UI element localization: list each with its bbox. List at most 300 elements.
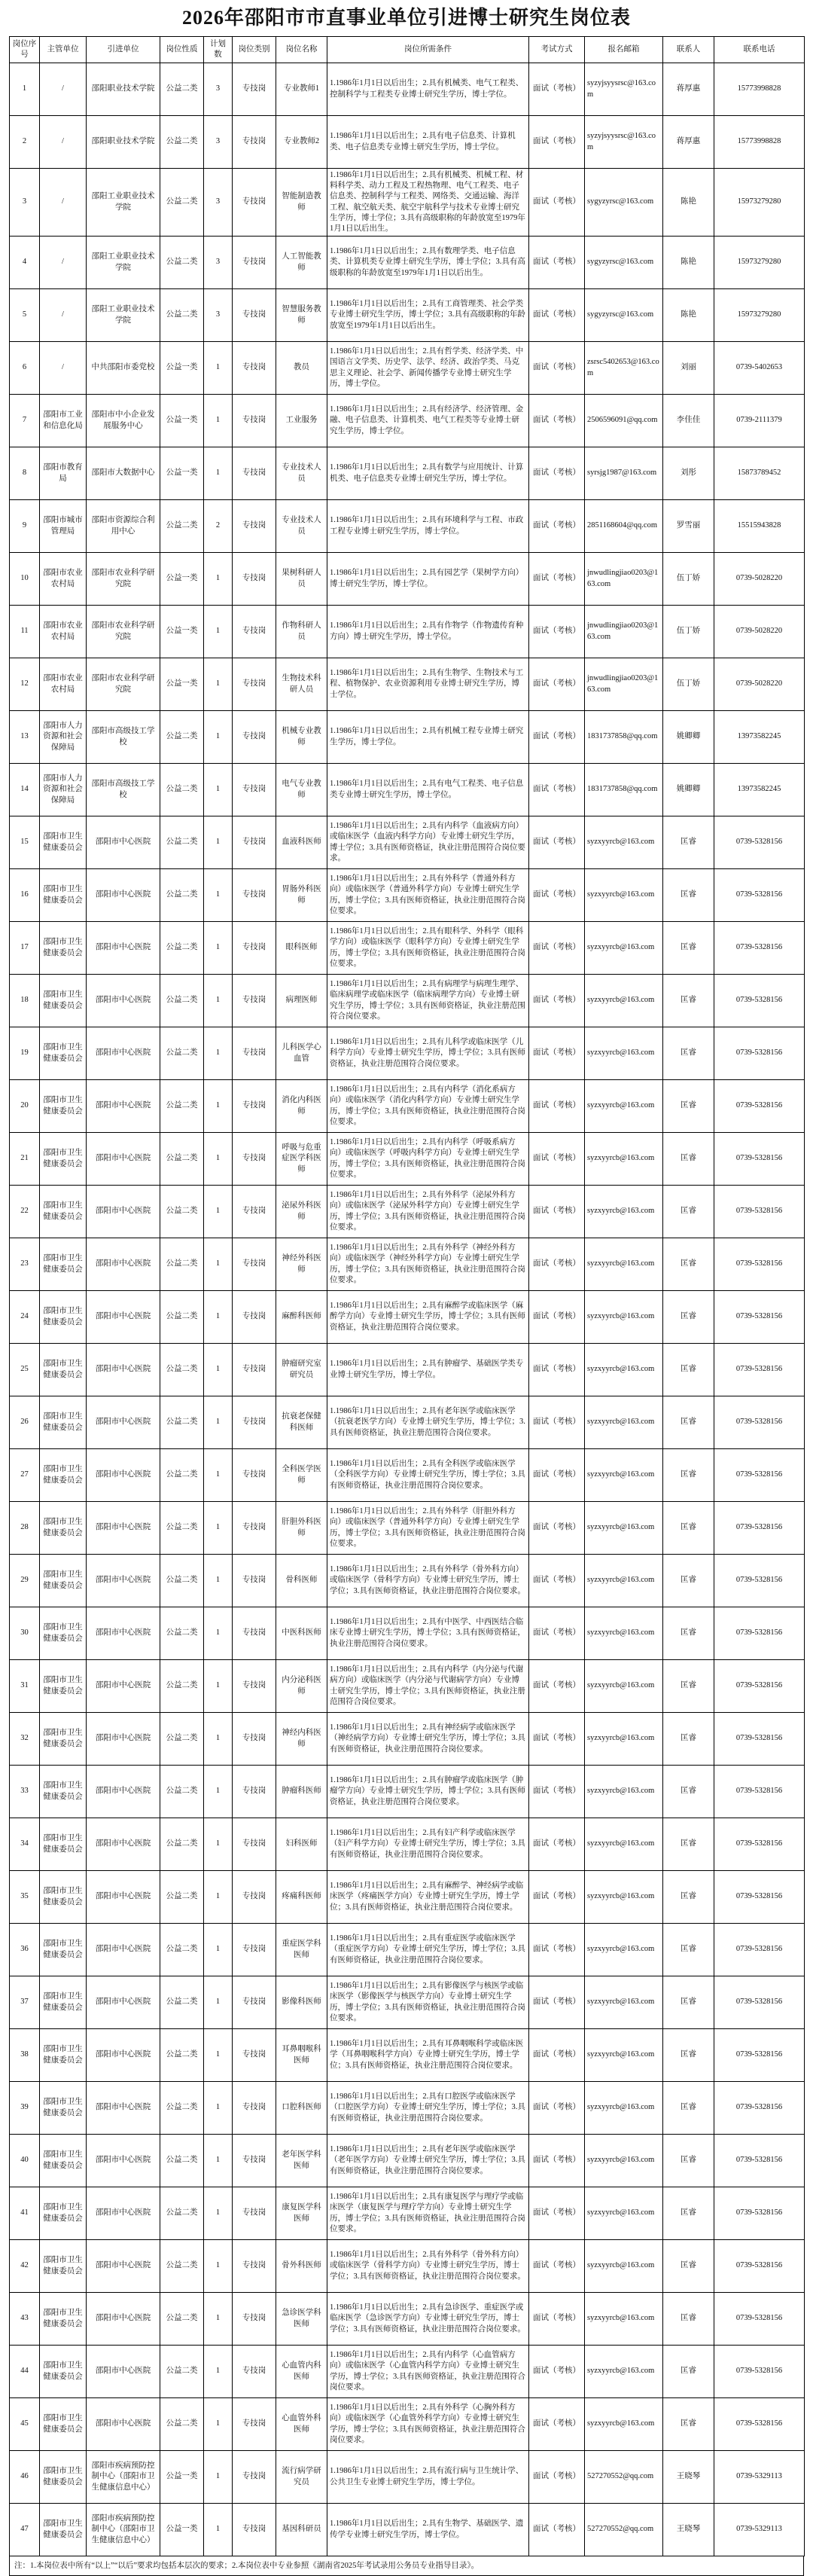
contact-person: 蒋厚惠 [663,63,714,116]
post-name: 流行病学研究员 [276,2451,327,2504]
contact-person: 匡睿 [663,1660,714,1713]
post-requirements: 1.1986年1月1日以后出生；2.具有机械工程专业博士研究生学历，博士学位。 [327,711,529,764]
row-number: 20 [10,1080,40,1133]
contact-phone: 13973582245 [714,764,805,816]
post-category: 专技岗 [233,1449,276,1502]
post-requirements: 1.1986年1月1日以后出生；2.具有中医学、中西医结合临床专业博士研究生学历，博士学位；3.具有医师资格证，执业注册范围符合岗位要求。 [327,1607,529,1660]
row-number: 26 [10,1396,40,1449]
planned-count: 1 [204,342,233,395]
contact-phone: 15773998828 [714,116,805,169]
signup-email: syrsjg1987@163.com [585,447,663,500]
post-requirements: 1.1986年1月1日以后出生；2.具有数学与应用统计、计算机类、电子信息类专业博士研究生学历，博士学位。 [327,447,529,500]
post-nature: 公益二类 [160,500,204,553]
table-row [10,447,805,500]
post-requirements: 1.1986年1月1日以后出生；2.具有经济学、经济管理、金融、电子信息类、计算机类、电气工程类等专业博士研究生学历，博士学位。 [327,395,529,447]
post-requirements: 1.1986年1月1日以后出生；2.具有麻醉学、神经病学或临床医学（疼痛医学方向）专业博士研究生学历，博士学位；3.具有医师资格证，执业注册范围符合岗位要求。 [327,1871,529,1924]
signup-email: syzxyyrcb@163.com [585,2135,663,2187]
planned-count: 1 [204,606,233,658]
planned-count: 1 [204,1133,233,1186]
exam-method: 面试（考核） [529,606,585,658]
post-nature: 公益二类 [160,1186,204,1238]
post-requirements: 1.1986年1月1日以后出生；2.具有耳鼻咽喉科学或临床医学（耳鼻咽喉科学方向）专业博士研究生学历，博士学位；3.具有医师资格证，执业注册范围符合岗位要求。 [327,2029,529,2082]
signup-email: sygyzyrsc@163.com [585,289,663,342]
row-number: 46 [10,2451,40,2504]
post-name: 肿瘤研究室研究员 [276,1344,327,1396]
post-requirements: 1.1986年1月1日以后出生；2.具有数理学类、电子信息类、计算机类专业博士研究生学历，博士学位；3.具有高级职称的年龄放宽至1979年1月1日以后出生。 [327,237,529,289]
post-category: 专技岗 [233,1344,276,1396]
supervising-dept: 邵阳市卫生健康委员会 [40,2240,87,2293]
hiring-unit: 邵阳市农业科学研究院 [87,606,160,658]
row-number: 19 [10,1027,40,1080]
contact-phone: 0739-5328156 [714,1713,805,1766]
exam-method: 面试（考核） [529,658,585,711]
post-name: 电气专业教师 [276,764,327,816]
table-row [10,1555,805,1607]
contact-person: 匡睿 [663,1027,714,1080]
hiring-unit: 邵阳市中心医院 [87,1607,160,1660]
post-category: 专技岗 [233,1871,276,1924]
exam-method: 面试（考核） [529,1291,585,1344]
post-requirements: 1.1986年1月1日以后出生；2.具有病理学与病理生理学、临床病理学或临床医学（临床病理学方向）专业博士研究生学历，博士学位；3.具有医师资格证，执业注册范围符合岗位要求。 [327,975,529,1027]
contact-phone: 0739-5328156 [714,1502,805,1555]
post-name: 智能制造教师 [276,169,327,237]
column-header: 岗位名称 [276,37,327,63]
table-row [10,658,805,711]
supervising-dept: 邵阳市卫生健康委员会 [40,2293,87,2346]
hiring-unit: 邵阳工业职业技术学院 [87,289,160,342]
row-number: 15 [10,816,40,869]
signup-email: syzxyyrcb@163.com [585,2029,663,2082]
signup-email: syzxyyrcb@163.com [585,2240,663,2293]
table-row [10,2346,805,2398]
table-row [10,869,805,922]
signup-email: syzxyyrcb@163.com [585,1080,663,1133]
row-number: 11 [10,606,40,658]
planned-count: 1 [204,1871,233,1924]
contact-phone: 0739-5328156 [714,2187,805,2240]
post-category: 专技岗 [233,289,276,342]
post-name: 麻醉科医师 [276,1291,327,1344]
post-category: 专技岗 [233,658,276,711]
post-name: 肝胆外科医师 [276,1502,327,1555]
post-requirements: 1.1986年1月1日以后出生；2.具有作物学（作物遗传育种方向）博士研究生学历，博士学位。 [327,606,529,658]
signup-email: 2506596091@qq.com [585,395,663,447]
exam-method: 面试（考核） [529,116,585,169]
supervising-dept: 邵阳市卫生健康委员会 [40,1027,87,1080]
table-row [10,1660,805,1713]
contact-person: 匡睿 [663,2082,714,2135]
post-name: 耳鼻咽喉科医师 [276,2029,327,2082]
exam-method: 面试（考核） [529,816,585,869]
post-nature: 公益二类 [160,169,204,237]
exam-method: 面试（考核） [529,922,585,975]
contact-phone: 15773998828 [714,63,805,116]
exam-method: 面试（考核） [529,1924,585,1976]
table-row [10,1291,805,1344]
contact-person: 匡睿 [663,1080,714,1133]
hiring-unit: 邵阳市中心医院 [87,1396,160,1449]
post-name: 老年医学科医师 [276,2135,327,2187]
post-category: 专技岗 [233,869,276,922]
supervising-dept: 邵阳市卫生健康委员会 [40,1238,87,1291]
supervising-dept: 邵阳市人力资源和社会保障局 [40,764,87,816]
signup-email: syzxyyrcb@163.com [585,1924,663,1976]
exam-method: 面试（考核） [529,500,585,553]
supervising-dept: 邵阳市农业农村局 [40,658,87,711]
planned-count: 1 [204,922,233,975]
exam-method: 面试（考核） [529,395,585,447]
contact-person: 李佳佳 [663,395,714,447]
post-nature: 公益二类 [160,2398,204,2451]
post-category: 专技岗 [233,553,276,606]
post-category: 专技岗 [233,2504,276,2556]
post-category: 专技岗 [233,1080,276,1133]
supervising-dept: 邵阳市卫生健康委员会 [40,1818,87,1871]
post-nature: 公益二类 [160,1713,204,1766]
table-row [10,975,805,1027]
post-nature: 公益二类 [160,2187,204,2240]
planned-count: 1 [204,1344,233,1396]
contact-person: 匡睿 [663,1238,714,1291]
row-number: 34 [10,1818,40,1871]
post-category: 专技岗 [233,1976,276,2029]
post-category: 专技岗 [233,711,276,764]
contact-phone: 0739-5328156 [714,1924,805,1976]
planned-count: 1 [204,1660,233,1713]
planned-count: 2 [204,500,233,553]
contact-person: 蒋厚惠 [663,116,714,169]
table-row [10,500,805,553]
contact-phone: 0739-5328156 [714,1186,805,1238]
exam-method: 面试（考核） [529,2029,585,2082]
contact-phone: 0739-5328156 [714,2135,805,2187]
post-requirements: 1.1986年1月1日以后出生；2.具有肿瘤学或临床医学（肿瘤学方向）专业博士研究生学历，博士学位；3.具有医师资格证，执业注册范围符合岗位要求。 [327,1766,529,1818]
row-number: 23 [10,1238,40,1291]
column-header: 岗位类别 [233,37,276,63]
table-row [10,1027,805,1080]
contact-phone: 0739-5328156 [714,1291,805,1344]
post-name: 内分泌科医师 [276,1660,327,1713]
post-requirements: 1.1986年1月1日以后出生；2.具有儿科学或临床医学（儿科学方向）专业博士研究生学历，博士学位；3.具有医师资格证，执业注册范围符合岗位要求。 [327,1027,529,1080]
table-row [10,764,805,816]
planned-count: 3 [204,63,233,116]
post-category: 专技岗 [233,1660,276,1713]
row-number: 40 [10,2135,40,2187]
signup-email: zsrsc5402653@163.com [585,342,663,395]
row-number: 32 [10,1713,40,1766]
exam-method: 面试（考核） [529,1818,585,1871]
contact-person: 匡睿 [663,1133,714,1186]
column-header: 主管单位 [40,37,87,63]
exam-method: 面试（考核） [529,553,585,606]
contact-phone: 15973279280 [714,237,805,289]
post-requirements: 1.1986年1月1日以后出生；2.具有麻醉学或临床医学（麻醉学方向）专业博士研究生学历，博士学位；3.具有医师资格证，执业注册范围符合岗位要求。 [327,1291,529,1344]
post-name: 病理医师 [276,975,327,1027]
table-row [10,1871,805,1924]
row-number: 43 [10,2293,40,2346]
row-number: 39 [10,2082,40,2135]
post-name: 生物技术科研人员 [276,658,327,711]
post-category: 专技岗 [233,1133,276,1186]
planned-count: 1 [204,1555,233,1607]
post-requirements: 1.1986年1月1日以后出生；2.具有哲学类、经济学类、中国语言文学类、历史学、法学、经济、政治学类、马克思主义理论、社会学、新闻传播学专业博士研究生学历，博士学位。 [327,342,529,395]
row-number: 45 [10,2398,40,2451]
contact-phone: 0739-5328156 [714,1818,805,1871]
row-number: 29 [10,1555,40,1607]
planned-count: 1 [204,2451,233,2504]
exam-method: 面试（考核） [529,447,585,500]
signup-email: syzxyyrcb@163.com [585,922,663,975]
column-header: 计划数 [204,37,233,63]
signup-email: syzxyyrcb@163.com [585,1396,663,1449]
signup-email: sygyzyrsc@163.com [585,169,663,237]
contact-phone: 0739-5328156 [714,1976,805,2029]
row-number: 42 [10,2240,40,2293]
post-name: 专业教师2 [276,116,327,169]
post-name: 泌尿外科医师 [276,1186,327,1238]
post-name: 重症医学科医师 [276,1924,327,1976]
contact-phone: 0739-5328156 [714,1607,805,1660]
exam-method: 面试（考核） [529,2082,585,2135]
post-name: 血液科医师 [276,816,327,869]
row-number: 5 [10,289,40,342]
contact-person: 匡睿 [663,1344,714,1396]
signup-email: syzxyyrcb@163.com [585,1186,663,1238]
contact-person: 伍丁娇 [663,606,714,658]
planned-count: 1 [204,2240,233,2293]
planned-count: 1 [204,1449,233,1502]
signup-email: syzxyyrcb@163.com [585,1344,663,1396]
planned-count: 1 [204,1396,233,1449]
row-number: 17 [10,922,40,975]
post-category: 专技岗 [233,764,276,816]
row-number: 3 [10,169,40,237]
signup-email: syzxyyrcb@163.com [585,1449,663,1502]
row-number: 13 [10,711,40,764]
table-row [10,1976,805,2029]
hiring-unit: 邵阳市中心医院 [87,1502,160,1555]
exam-method: 面试（考核） [529,1607,585,1660]
supervising-dept: 邵阳市卫生健康委员会 [40,1502,87,1555]
exam-method: 面试（考核） [529,1871,585,1924]
post-nature: 公益二类 [160,63,204,116]
table-row [10,2293,805,2346]
exam-method: 面试（考核） [529,2240,585,2293]
exam-method: 面试（考核） [529,169,585,237]
supervising-dept: 邵阳市人力资源和社会保障局 [40,711,87,764]
contact-phone: 0739-5028220 [714,606,805,658]
hiring-unit: 邵阳市中心医院 [87,1291,160,1344]
post-nature: 公益二类 [160,2082,204,2135]
exam-method: 面试（考核） [529,711,585,764]
supervising-dept: 邵阳市卫生健康委员会 [40,1976,87,2029]
planned-count: 1 [204,764,233,816]
post-category: 专技岗 [233,1818,276,1871]
table-row [10,2240,805,2293]
post-name: 肿瘤科医师 [276,1766,327,1818]
post-category: 专技岗 [233,237,276,289]
post-name: 教员 [276,342,327,395]
contact-person: 匡睿 [663,869,714,922]
signup-email: syzxyyrcb@163.com [585,2346,663,2398]
post-nature: 公益一类 [160,553,204,606]
signup-email: syzxyyrcb@163.com [585,1871,663,1924]
hiring-unit: 邵阳市中心医院 [87,922,160,975]
contact-person: 匡睿 [663,1449,714,1502]
supervising-dept: 邵阳市卫生健康委员会 [40,975,87,1027]
exam-method: 面试（考核） [529,1396,585,1449]
planned-count: 1 [204,2082,233,2135]
contact-person: 刘丽 [663,342,714,395]
table-row [10,1818,805,1871]
contact-phone: 0739-5328156 [714,2240,805,2293]
post-requirements: 1.1986年1月1日以后出生；2.具有外科学（普通外科方向）或临床医学（普通外科学方向）专业博士研究生学历，博士学位；3.具有医师资格证，执业注册范围符合岗位要求。 [327,869,529,922]
table-row [10,1186,805,1238]
post-requirements: 1.1986年1月1日以后出生；2.具有外科学（骨外科方向）或临床医学（骨科学方向）专业博士研究生学历，博士学位；3.具有医师资格证，执业注册范围符合岗位要求。 [327,2240,529,2293]
table-header-row [10,37,805,63]
table-row [10,342,805,395]
supervising-dept: 邵阳市卫生健康委员会 [40,2082,87,2135]
exam-method: 面试（考核） [529,1713,585,1766]
post-name: 心血管内科医师 [276,2346,327,2398]
post-nature: 公益二类 [160,1027,204,1080]
post-nature: 公益一类 [160,2451,204,2504]
hiring-unit: 邵阳市中心医院 [87,1713,160,1766]
post-requirements: 1.1986年1月1日以后出生；2.具有电气工程类、电子信息类专业博士研究生学历，博士学位。 [327,764,529,816]
contact-phone: 0739-5402653 [714,342,805,395]
exam-method: 面试（考核） [529,2504,585,2556]
post-requirements: 1.1986年1月1日以后出生；2.具有外科学（泌尿外科方向）或临床医学（泌尿外科学方向）专业博士研究生学历，博士学位；3.具有医师资格证，执业注册范围符合岗位要求。 [327,1186,529,1238]
signup-email: syzxyyrcb@163.com [585,1607,663,1660]
supervising-dept: / [40,169,87,237]
signup-email: jnwudlingjiao0203@163.com [585,553,663,606]
post-requirements: 1.1986年1月1日以后出生；2.具有园艺学（果树学方向）博士研究生学历，博士学位。 [327,553,529,606]
post-category: 专技岗 [233,1027,276,1080]
table-row [10,2398,805,2451]
contact-phone: 0739-5328156 [714,1238,805,1291]
hiring-unit: 邵阳市资源综合利用中心 [87,500,160,553]
supervising-dept: 邵阳市卫生健康委员会 [40,2451,87,2504]
post-category: 专技岗 [233,1186,276,1238]
post-requirements: 1.1986年1月1日以后出生；2.具有生物学、基础医学、遗传学专业博士研究生学历，博士学位。 [327,2504,529,2556]
post-requirements: 1.1986年1月1日以后出生；2.具有影像医学与核医学或临床医学（影像医学与核医学方向）专业博士研究生学历，博士学位；3.具有医师资格证，执业注册范围符合岗位要求。 [327,1976,529,2029]
post-name: 心血管外科医师 [276,2398,327,2451]
signup-email: 1831737858@qq.com [585,711,663,764]
contact-person: 匡睿 [663,1607,714,1660]
supervising-dept: 邵阳市卫生健康委员会 [40,1186,87,1238]
contact-person: 匡睿 [663,2346,714,2398]
supervising-dept: 邵阳市卫生健康委员会 [40,1713,87,1766]
post-name: 骨外科医师 [276,2240,327,2293]
contact-person: 王晓琴 [663,2504,714,2556]
planned-count: 1 [204,1713,233,1766]
post-nature: 公益二类 [160,1976,204,2029]
post-name: 口腔科医师 [276,2082,327,2135]
table-row [10,1344,805,1396]
post-nature: 公益二类 [160,1344,204,1396]
row-number: 6 [10,342,40,395]
planned-count: 3 [204,289,233,342]
signup-email: syzyjsyysrsc@163.com [585,116,663,169]
post-nature: 公益二类 [160,975,204,1027]
post-name: 骨科医师 [276,1555,327,1607]
post-name: 智慧服务教师 [276,289,327,342]
signup-email: 527270552@qq.com [585,2451,663,2504]
table-row [10,606,805,658]
contact-person: 匡睿 [663,922,714,975]
planned-count: 1 [204,1818,233,1871]
contact-phone: 0739-5329113 [714,2451,805,2504]
planned-count: 1 [204,1186,233,1238]
post-category: 专技岗 [233,2346,276,2398]
signup-email: syzyjsyysrsc@163.com [585,63,663,116]
post-category: 专技岗 [233,1713,276,1766]
supervising-dept: / [40,116,87,169]
signup-email: syzxyyrcb@163.com [585,1713,663,1766]
table-row [10,2135,805,2187]
supervising-dept: 邵阳市卫生健康委员会 [40,1080,87,1133]
row-number: 14 [10,764,40,816]
planned-count: 1 [204,869,233,922]
supervising-dept: / [40,237,87,289]
table-row [10,553,805,606]
row-number: 41 [10,2187,40,2240]
contact-person: 王晓琴 [663,2451,714,2504]
post-nature: 公益二类 [160,1238,204,1291]
post-nature: 公益二类 [160,1871,204,1924]
table-row [10,816,805,869]
supervising-dept: 邵阳市卫生健康委员会 [40,2346,87,2398]
contact-phone: 0739-5028220 [714,658,805,711]
post-name: 果树科研人员 [276,553,327,606]
contact-phone: 0739-5328156 [714,1555,805,1607]
signup-email: syzxyyrcb@163.com [585,2398,663,2451]
hiring-unit: 邵阳市中心医院 [87,1818,160,1871]
hiring-unit: 邵阳市中心医院 [87,2293,160,2346]
post-requirements: 1.1986年1月1日以后出生；2.具有外科学（心胸外科方向）或临床医学（心血管外科学方向）专业博士研究生学历，博士学位；3.具有医师资格证，执业注册范围符合岗位要求。 [327,2398,529,2451]
contact-person: 匡睿 [663,1502,714,1555]
post-nature: 公益一类 [160,342,204,395]
post-requirements: 1.1986年1月1日以后出生；2.具有外科学（肝胆外科方向）或临床医学（普通外科学方向）专业博士研究生学历，博士学位；3.具有医师资格证，执业注册范围符合岗位要求。 [327,1502,529,1555]
supervising-dept: 邵阳市工业和信息化局 [40,395,87,447]
supervising-dept: 邵阳市卫生健康委员会 [40,1133,87,1186]
table-row [10,1607,805,1660]
post-category: 专技岗 [233,2187,276,2240]
hiring-unit: 中共邵阳市委党校 [87,342,160,395]
post-nature: 公益二类 [160,764,204,816]
supervising-dept: 邵阳市卫生健康委员会 [40,1607,87,1660]
contact-person: 匡睿 [663,2135,714,2187]
row-number: 47 [10,2504,40,2556]
post-name: 专业技术人员 [276,447,327,500]
contact-person: 匡睿 [663,816,714,869]
post-category: 专技岗 [233,1396,276,1449]
hiring-unit: 邵阳市中心医院 [87,1924,160,1976]
table-row [10,2029,805,2082]
row-number: 35 [10,1871,40,1924]
table-row [10,2504,805,2556]
planned-count: 1 [204,2187,233,2240]
exam-method: 面试（考核） [529,1344,585,1396]
post-nature: 公益二类 [160,2346,204,2398]
exam-method: 面试（考核） [529,1766,585,1818]
supervising-dept: 邵阳市卫生健康委员会 [40,2504,87,2556]
contact-person: 匡睿 [663,2398,714,2451]
post-name: 神经外科医师 [276,1238,327,1291]
planned-count: 1 [204,1976,233,2029]
post-name: 妇科医师 [276,1818,327,1871]
supervising-dept: / [40,63,87,116]
